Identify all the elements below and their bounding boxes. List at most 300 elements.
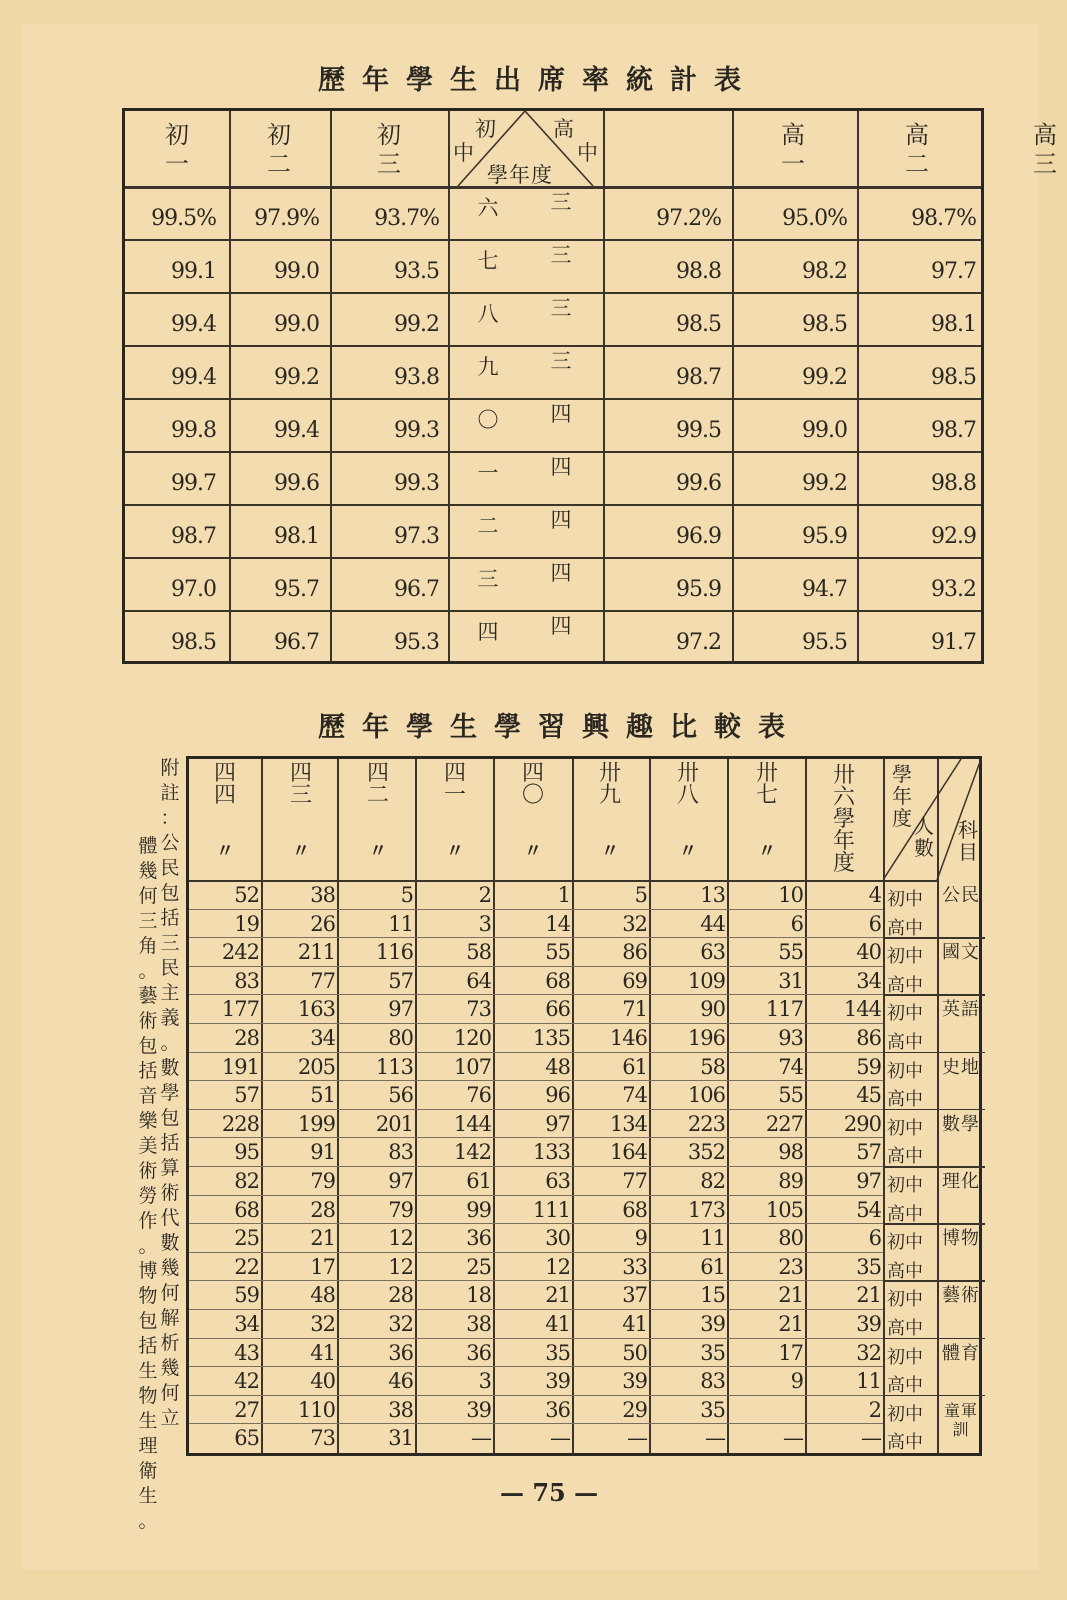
t1-year-tens: 四 [550,561,572,585]
t2-cell: 37 [622,1283,647,1308]
t2-cell: 19 [234,911,259,936]
t2-cell: 135 [532,1026,570,1050]
t2-row-line [189,1366,883,1367]
t2-cell: 79 [310,1169,335,1193]
t2-cell: 17 [310,1254,335,1279]
t2-cell: 54 [856,1197,881,1222]
table2-title: 歷年學生學習興趣比較表 [318,712,802,743]
t1-cell: 99.2 [802,365,847,390]
t2-cell: 74 [622,1083,647,1108]
t2-cell: 11 [856,1369,881,1394]
t1-cell: 98.1 [274,524,319,549]
t2-cell: 42 [234,1369,259,1394]
t1-cell: 99.1 [171,259,216,284]
t2-cell: 36 [545,1397,570,1422]
t2-cell: 57 [388,968,413,993]
t2-col-line [805,759,807,1453]
t2-col-line [572,759,574,1453]
t2-cell: 56 [388,1083,413,1108]
t2-level-label: 初中 [887,889,923,910]
t2-cell: 163 [297,997,335,1022]
t2-row-line [189,1309,883,1310]
attendance-table [122,108,1057,664]
t2-level-label: 高中 [887,1032,923,1053]
t1-cell: 96.7 [274,630,319,655]
t1-header-char: 初 [377,121,401,149]
footnote-column-1: 附 註 ： 公 民 包 括 三 民 主 義 。 數 學 包 括 算 術 代 數 幾 何 解 析 幾 何 立 [160,757,180,1429]
t1-col-line [732,111,734,661]
t2-cell: 21 [545,1283,570,1308]
t1-year-tens: 四 [550,508,572,532]
t2-cell: 41 [545,1312,570,1336]
t2-level-label: 高中 [887,1260,923,1282]
t2-cell: 36 [388,1340,413,1365]
t1-cell: 95.9 [802,524,847,549]
t2-ditto-mark: 〃 [758,841,776,862]
t2-ditto-mark: 〃 [446,841,464,862]
t2-level-label: 初中 [887,946,923,968]
t2-cell: 23 [778,1254,803,1279]
t2-cell: 32 [856,1340,881,1365]
t2-cell: 95 [234,1140,259,1165]
t2-cell: 57 [234,1083,259,1108]
t2-corner-count: 人 數 [914,814,934,860]
t2-cell: 97 [856,1169,881,1193]
t2-cell: 21 [310,1226,335,1251]
t2-cell: 91 [310,1140,335,1165]
t1-year-decade: 〇 [477,408,499,432]
t2-cell: 51 [310,1083,335,1108]
t1-header-char: 三 [1033,150,1057,178]
t2-cell: 3 [478,1369,491,1394]
t1-cell: 94.7 [802,577,847,602]
t2-cell: 83 [700,1369,725,1394]
t2-cell: 86 [622,940,647,965]
t1-cell: 93.8 [394,365,439,390]
t2-cell: 35 [545,1340,570,1365]
t1-cell: 99.8 [171,418,216,443]
t2-cell: 228 [221,1111,259,1136]
t2-cell: 46 [388,1369,413,1394]
t2-ditto-mark: 〃 [524,841,542,862]
t2-cell: 39 [466,1397,491,1422]
t2-cell: 5 [634,883,647,907]
t1-cell: 99.4 [274,418,319,443]
t2-cell: 31 [778,968,803,993]
t1-header-char: 二 [267,150,291,178]
t1-cell: 99.5 [676,418,721,443]
t2-cell: 164 [609,1140,647,1165]
t2-cell: 144 [843,997,881,1022]
t1-cell: 98.5 [676,312,721,337]
t2-cell: 18 [466,1283,491,1308]
t2-corner-subject: 科 目 [958,818,978,864]
t2-year-header: 卅 九 [598,761,621,808]
t2-cell: 39 [700,1312,725,1336]
t2-cell: 223 [687,1111,725,1136]
t1-header-cell [127,121,227,179]
t2-cell: 38 [466,1312,491,1336]
t2-first-year-header: 卅 六 學 年 度 [832,763,855,876]
t2-cell: — [471,1426,491,1451]
t2-cell: 50 [622,1340,647,1365]
t2-cell: 74 [778,1054,803,1079]
t2-cell: 66 [545,997,570,1022]
t2-row-line [189,1252,883,1253]
t2-cell: 199 [297,1111,335,1136]
t1-header-char: 高 [781,121,805,149]
t2-cell: 21 [778,1312,803,1336]
t2-cell: 12 [388,1226,413,1251]
t2-cell: 352 [687,1140,725,1165]
t2-col-line [727,759,729,1453]
t1-cell: 99.2 [394,312,439,337]
t2-cell: 63 [700,940,725,965]
t2-row-line [189,994,883,995]
t2-year-header: 卅 八 [676,761,699,808]
t2-cell: 120 [453,1026,491,1050]
t2-cell: 22 [234,1254,259,1279]
t2-cell: 4 [868,883,881,907]
t1-header-char: 一 [781,150,805,178]
t2-cell: 28 [310,1197,335,1222]
t1-cell: 98.7 [931,418,976,443]
t2-row-line [189,909,883,910]
t2-cell: 211 [297,940,335,965]
t1-year-decade: 二 [477,514,499,538]
t2-cell: 242 [221,940,259,965]
t2-ditto-mark: 〃 [292,841,310,862]
t2-level-label: 初中 [887,1175,923,1196]
t2-ditto-mark: 〃 [679,841,697,862]
t2-cell: 61 [622,1054,647,1079]
t1-cell: 96.9 [676,524,721,549]
t1-year-decade: 三 [477,567,499,591]
t1-header-cell [339,121,439,179]
t2-cell: 97 [388,1169,413,1193]
t2-subject: 數學 [942,1113,980,1135]
t1-year-decade: 一 [477,461,499,485]
t2-cell: 44 [700,911,725,936]
t2-row-line [189,966,883,967]
t2-cell: 106 [687,1083,725,1108]
t1-year-decade: 九 [477,355,499,379]
t2-cell: 173 [687,1197,725,1222]
t2-cell: 43 [234,1340,259,1365]
t2-cell: 117 [765,997,803,1022]
t2-cell: 28 [234,1026,259,1050]
t2-cell: 58 [700,1054,725,1079]
t1-diag-bottom: 學年度 [487,163,553,187]
t2-cell: 73 [310,1426,335,1451]
t2-cell: 61 [700,1254,725,1279]
t2-year-header: 四 四 [213,761,236,808]
t1-cell: 95.7 [274,577,319,602]
t1-cell: 95.0% [782,206,847,231]
t2-level-label: 初中 [887,1289,923,1311]
t2-col-line [649,759,651,1453]
t2-ditto-mark: 〃 [216,841,234,862]
t2-cell: 65 [234,1426,259,1451]
t2-level-label: 高中 [887,1432,923,1454]
t2-cell: 21 [778,1283,803,1308]
t1-year-tens: 四 [550,455,572,479]
t1-cell: 97.2 [676,630,721,655]
t1-cell: 98.7 [171,524,216,549]
t2-cell: 14 [545,911,570,936]
page-number: — 75 — [500,1478,599,1507]
t2-cell: 2 [478,883,491,907]
t2-subject: 公民 [942,885,980,906]
t2-cell: 90 [700,997,725,1022]
t2-cell: 9 [634,1226,647,1251]
t1-header-cell [229,121,329,179]
t2-cell: 40 [856,940,881,965]
t1-cell: 99.0 [274,312,319,337]
t2-cell: 36 [466,1226,491,1251]
t1-col-line [603,111,605,661]
t1-header-cell [867,121,967,179]
learning-interest-table [186,756,982,1456]
t1-year-tens: 三 [550,349,572,373]
t2-cell: 97 [388,997,413,1022]
t2-year-header: 四 三 [289,761,312,808]
t2-cell: 11 [700,1226,725,1251]
t2-cell: 34 [234,1312,259,1336]
t1-cell: 99.2 [274,365,319,390]
t2-cell: — [550,1426,570,1451]
t1-cell: 98.7% [911,206,976,231]
t2-row-line [189,1109,883,1110]
t1-cell: 93.5 [394,259,439,284]
t2-level-label: 初中 [887,1232,923,1254]
t2-cell: 57 [856,1140,881,1165]
t1-cell: 95.5 [802,630,847,655]
t2-cell: 68 [545,968,570,993]
t1-header-char: 一 [165,150,189,178]
t2-cell: 64 [466,968,491,993]
t1-header-char: 高 [905,121,929,149]
t2-cell: 111 [532,1197,570,1222]
t2-cell: 45 [856,1083,881,1108]
t2-level-label: 初中 [887,1403,923,1425]
t2-cell: 48 [545,1054,570,1079]
t1-col-line [229,111,231,661]
t2-year-header: 四 一 [443,761,466,808]
t2-cell: 76 [466,1083,491,1108]
t2-year-header: 四 〇 [521,761,544,808]
t2-cell: — [705,1426,725,1451]
t2-cell: 107 [453,1054,491,1079]
t2-cell: 26 [310,911,335,936]
t2-cell: 32 [622,911,647,936]
t2-cell: 15 [700,1283,725,1308]
t2-cell: — [627,1426,647,1451]
t2-cell: 97 [545,1111,570,1136]
t1-cell: 98.2 [802,259,847,284]
t2-cell: 29 [622,1397,647,1422]
footnote-column-2: 體 幾 何 三 角 。 藝 術 包 括 音 樂 美 術 勞 作 。 博 物 包 括 生 物 生 理 衛 生 。 [138,835,158,1532]
t1-cell: 99.2 [802,471,847,496]
t2-row-line [189,1166,883,1167]
t2-row-line [189,1423,883,1424]
t1-diag-top-right: 高 [553,117,574,141]
t2-ditto-mark: 〃 [601,841,619,862]
t2-row-line [189,1080,883,1081]
t2-cell: 1 [557,883,570,907]
t1-cell: 98.8 [676,259,721,284]
t1-year-decade: 六 [477,196,499,220]
t2-cell: 13 [700,883,725,907]
t2-cell: 77 [622,1169,647,1193]
t2-cell: 96 [545,1083,570,1108]
t2-cell: 83 [388,1140,413,1165]
t2-cell: 79 [388,1197,413,1222]
t1-year-decade: 四 [477,620,499,644]
t2-year-header: 四 二 [366,761,389,808]
t1-header-cell [743,121,843,179]
t1-cell: 97.7 [931,259,976,284]
t2-cell: 39 [622,1369,647,1394]
t2-cell: 6 [868,1226,881,1251]
t2-header-line [189,880,937,882]
t2-cell: 98 [778,1140,803,1165]
t2-cell: 25 [466,1254,491,1279]
t2-cell: 32 [388,1312,413,1336]
t2-cell: 41 [310,1340,335,1365]
table1-title: 歷年學生出席率統計表 [318,65,758,96]
t1-header-char: 二 [905,150,929,178]
t2-col-line [415,759,417,1453]
t1-cell: 99.0 [274,259,319,284]
t2-cell: 6 [790,911,803,936]
t2-cell: 110 [297,1397,335,1422]
t2-cell: 93 [778,1026,803,1050]
t2-subject: 體育 [942,1342,980,1364]
t1-cell: 97.0 [171,577,216,602]
t1-cell: 91.7 [931,630,976,655]
t2-cell: 28 [388,1283,413,1308]
t1-year-tens: 四 [550,402,572,426]
t2-row-line [189,937,883,938]
t1-diag-top-left: 初 [475,117,496,141]
t2-cell: 48 [310,1283,335,1308]
t1-header-cell [995,121,1067,179]
t1-cell: 95.9 [676,577,721,602]
t2-cell: 191 [221,1054,259,1079]
t1-cell: 99.4 [171,312,216,337]
t2-subject: 童軍 訓 [943,1400,978,1439]
t2-cell: 39 [545,1369,570,1394]
t2-cell: 59 [856,1054,881,1079]
t2-row-line [189,1338,883,1339]
t1-cell: 98.5 [931,365,976,390]
t1-cell: 98.7 [676,365,721,390]
t2-cell: 77 [310,968,335,993]
t2-cell: 21 [856,1283,881,1308]
t2-cell: 17 [778,1340,803,1365]
t1-year-tens: 三 [550,296,572,320]
t2-cell: 9 [790,1369,803,1394]
t2-level-label: 高中 [887,1089,923,1111]
t2-cell: 34 [310,1026,335,1050]
t2-cell: — [783,1426,803,1451]
t2-col-line [261,759,263,1453]
t1-diag-mid-left: 中 [453,141,474,165]
t2-cell: 2 [868,1397,881,1422]
t2-cell: 52 [234,883,259,907]
t2-cell: 10 [778,883,803,907]
t2-cell: 290 [843,1111,881,1136]
t2-col-line [493,759,495,1453]
t2-cell: 31 [388,1426,413,1451]
t2-subject: 藝術 [942,1285,980,1307]
t2-row-line [189,1223,883,1224]
t1-cell: 96.7 [394,577,439,602]
t1-cell: 99.6 [676,471,721,496]
t2-cell: 83 [234,968,259,993]
t2-cell: 68 [622,1197,647,1222]
t2-cell: 201 [375,1111,413,1136]
t1-col-line [448,111,450,661]
t2-cell: 59 [234,1283,259,1308]
t1-cell: 95.3 [394,630,439,655]
t2-cell: 35 [700,1397,725,1422]
t1-header-char: 三 [377,150,401,178]
t1-header-char: 初 [267,121,291,149]
t2-cell: 55 [545,940,570,965]
t2-cell: 11 [388,911,413,936]
t2-row-line [189,1395,883,1396]
t2-row-line [189,1137,883,1138]
t1-cell: 98.1 [931,312,976,337]
t2-subject: 史地 [942,1056,980,1078]
t2-cell: 36 [466,1340,491,1365]
t2-cell: 73 [466,997,491,1022]
t2-cell: 109 [687,968,725,993]
t2-cell: 133 [532,1140,570,1165]
t2-subject: 英語 [942,999,980,1021]
t1-header-char: 初 [165,121,189,149]
t2-cell: 61 [466,1169,491,1193]
t2-cell: 89 [778,1169,803,1193]
t2-level-label: 初中 [887,1060,923,1082]
t2-level-label: 高中 [887,917,923,939]
t2-cell: — [861,1426,881,1451]
t2-level-label: 初中 [887,1003,923,1025]
t2-level-label: 高中 [887,974,923,996]
t2-row-line [189,1280,883,1281]
t2-cell: 142 [453,1140,491,1165]
t2-cell: 116 [375,940,413,965]
t1-cell: 97.2% [656,206,721,231]
t2-cell: 41 [622,1312,647,1336]
t2-cell: 86 [856,1026,881,1050]
t2-cell: 38 [310,883,335,907]
t1-cell: 99.5% [151,206,216,231]
t1-cell: 93.7% [374,206,439,231]
t1-cell: 99.0 [802,418,847,443]
t2-subject: 國文 [942,942,980,964]
t2-cell: 32 [310,1312,335,1336]
t2-cell: 82 [234,1169,259,1193]
t1-year-decade: 八 [477,302,499,326]
t2-cell: 105 [765,1197,803,1222]
t2-cell: 38 [388,1397,413,1422]
t1-cell: 99.6 [274,471,319,496]
t1-cell: 97.3 [394,524,439,549]
t1-cell: 98.5 [171,630,216,655]
